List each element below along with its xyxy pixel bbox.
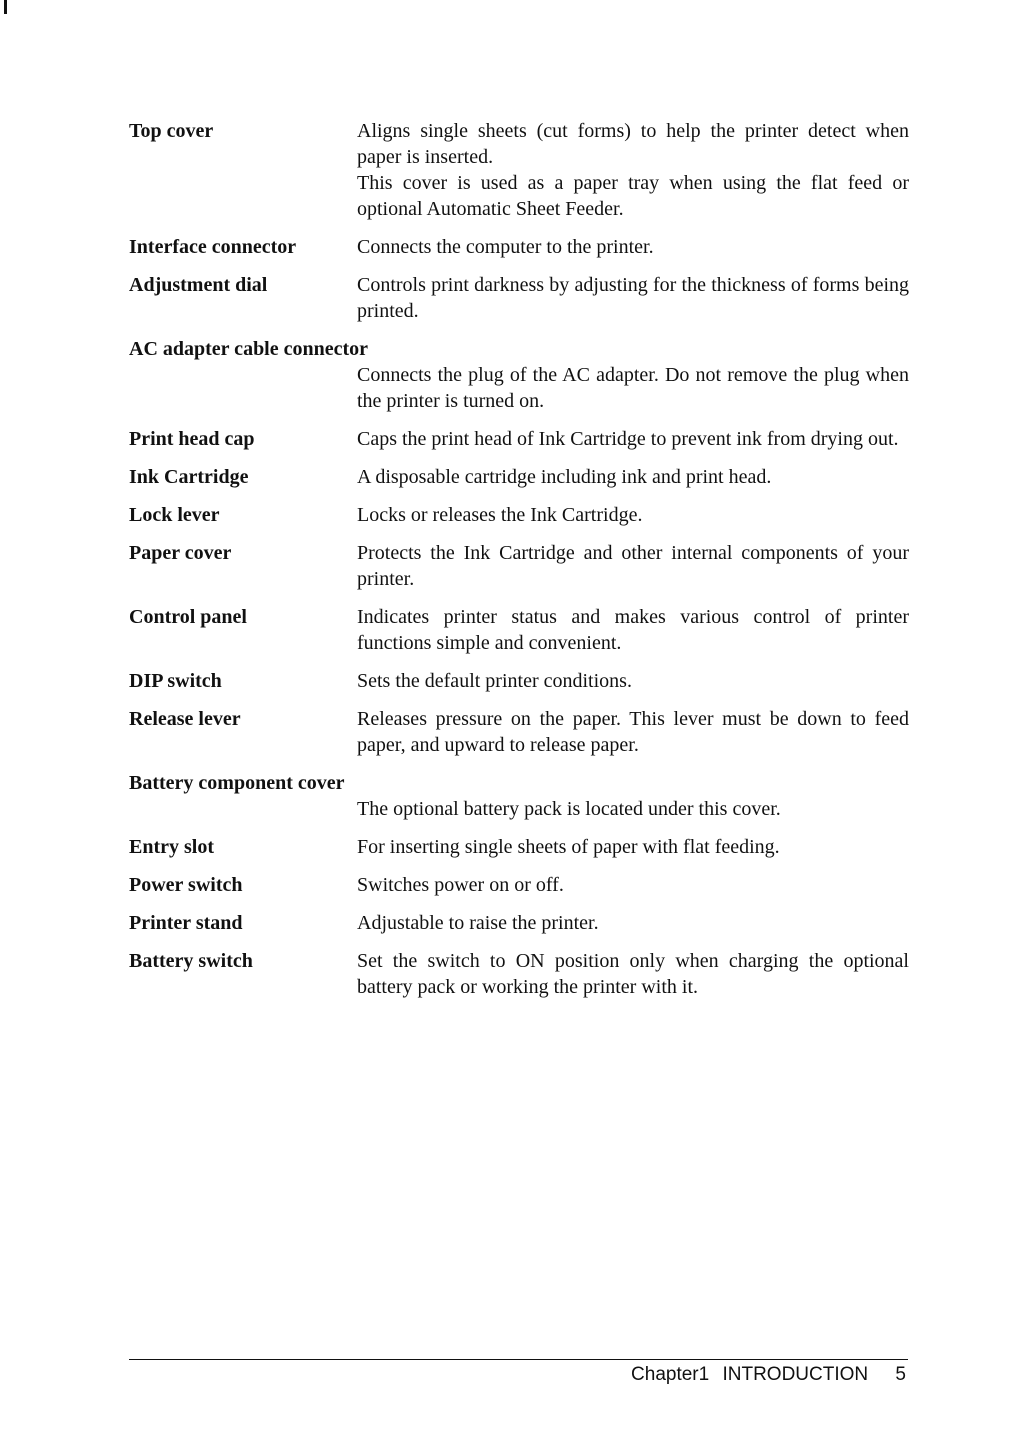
page-footer [631,1363,906,1387]
description-paragraph: For inserting single sheets of paper with flat feeding. [357,836,780,858]
glossary-entry [129,770,909,822]
entry-term: Interface connector [129,236,297,258]
entry-term: Lock lever [129,504,220,526]
description-paragraph: Locks or releases the Ink Cartridge. [357,504,643,526]
entry-term: Battery component cover [129,772,345,794]
entry-description [357,502,909,528]
entry-term: Paper cover [129,542,232,564]
entry-description [357,540,909,592]
entry-description [357,796,909,822]
glossary-entry [129,118,909,222]
description-paragraph: Connects the plug of the AC adapter. Do not remove the plug when the printer is turned on. [357,364,909,412]
entry-description [357,426,909,452]
entry-term: DIP switch [129,670,222,692]
entry-description [357,464,909,490]
description-paragraph: Aligns single sheets (cut forms) to help the printer detect when paper is inserted. [357,120,909,168]
description-paragraph: Switches power on or off. [357,874,564,896]
footer-rule [129,1359,908,1360]
entry-term: Release lever [129,708,241,730]
entry-description [357,604,909,656]
entry-description [357,234,909,260]
description-paragraph: Protects the Ink Cartridge and other internal components of your printer. [357,542,909,590]
entry-description [357,118,909,222]
entry-description [357,362,909,414]
entry-description [357,706,909,758]
margin-mark [4,0,7,14]
description-paragraph: Caps the print head of Ink Cartridge to prevent ink from drying out. [357,428,899,450]
description-paragraph: Releases pressure on the paper. This lever must be down to feed paper, and upward to release paper. [357,708,909,756]
glossary-entry [129,948,909,1000]
entry-term: Battery switch [129,950,253,972]
description-paragraph: Adjustable to raise the printer. [357,912,599,934]
entry-description [357,272,909,324]
description-paragraph: Controls print darkness by adjusting for the thickness of forms being printed. [357,274,909,322]
glossary-entry [129,426,909,452]
glossary-entry [129,604,909,656]
glossary-entry [129,540,909,592]
entry-description [357,872,909,898]
description-paragraph: Indicates printer status and makes various control of printer functions simple and convenient. [357,606,909,654]
description-paragraph: This cover is used as a paper tray when using the flat feed or optional Automatic Sheet Feeder. [357,172,909,220]
entry-term: Ink Cartridge [129,466,249,488]
glossary-entry [129,464,909,490]
glossary-entry [129,706,909,758]
glossary-entry [129,234,909,260]
page-number: 5 [895,1364,906,1385]
entry-description [357,668,909,694]
entry-term: Top cover [129,120,214,142]
glossary-entry [129,668,909,694]
entry-description [357,834,909,860]
glossary-entry [129,502,909,528]
glossary-entry [129,910,909,936]
entry-term: Printer stand [129,912,243,934]
entry-term: Adjustment dial [129,274,268,296]
glossary-entry [129,336,909,414]
footer-chapter: Chapter1 [631,1364,710,1385]
description-paragraph: Set the switch to ON position only when charging the optional battery pack or working the printer with it. [357,950,909,998]
glossary-entry [129,834,909,860]
entry-term: Print head cap [129,428,255,450]
glossary-entry [129,272,909,324]
parts-glossary [129,118,909,1012]
entry-term: Entry slot [129,836,214,858]
description-paragraph: The optional battery pack is located under this cover. [357,798,781,820]
description-paragraph: A disposable cartridge including ink and print head. [357,466,772,488]
footer-section-title: INTRODUCTION [722,1364,869,1385]
description-paragraph: Connects the computer to the printer. [357,236,654,258]
glossary-entry [129,872,909,898]
entry-description [357,910,909,936]
entry-term: AC adapter cable connector [129,338,369,360]
entry-description [357,948,909,1000]
entry-term: Power switch [129,874,243,896]
description-paragraph: Sets the default printer conditions. [357,670,632,692]
entry-term: Control panel [129,606,247,628]
